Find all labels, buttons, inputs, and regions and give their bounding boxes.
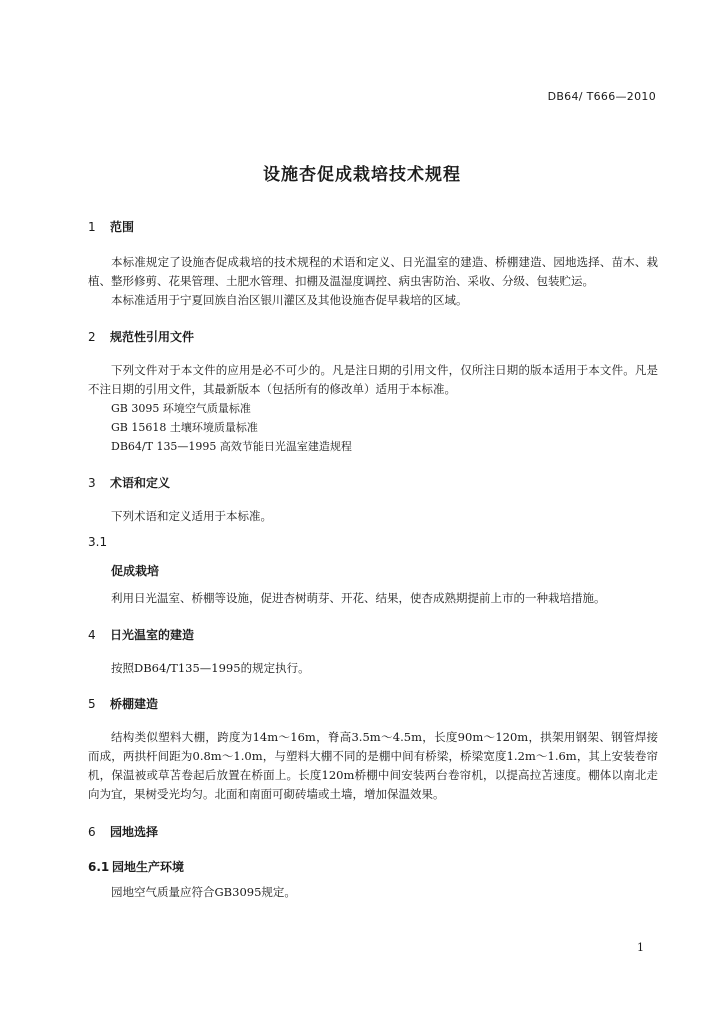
- section-1-paragraph-1: 本标准规定了设施杏促成栽培的技术规程的术语和定义、日光温室的建造、桥棚建造、园地选择、苗木、栽植、整形修剪、花果管理、土肥水管理、扣棚及温湿度调控、病虫害防治、采收、分级、包装贮运。: [88, 255, 658, 288]
- section-heading-6: 6 园地选择: [88, 825, 159, 839]
- document-title: 设施杏促成栽培技术规程: [263, 165, 461, 185]
- section-heading-4: 4 日光温室的建造: [88, 628, 195, 642]
- document-body: [88, 218, 658, 902]
- reference-item: DB64/T 135—1995 高效节能日光温室建造规程: [111, 440, 352, 453]
- section-heading-1: 1 范围: [88, 220, 135, 234]
- section-3-paragraph-1: 下列术语和定义适用于本标准。: [111, 509, 272, 523]
- term-definition: 利用日光温室、桥棚等设施，促进杏树萌芽、开花、结果，使杏成熟期提前上市的一种栽培措施。: [111, 591, 606, 605]
- standard-code: DB64/ T666—2010: [547, 90, 656, 103]
- reference-item: GB 3095 环境空气质量标准: [111, 402, 251, 415]
- section-5-paragraph-1: 结构类似塑料大棚，跨度为14m～16m，脊高3.5m～4.5m，长度90m～120m，拱架用钢架、钢管焊接而成，两拱杆间距为0.8m～1.0m，与塑料大棚不同的是棚中间有桥梁，桥梁宽度1.2m～1.6m，其上安装卷帘机，保温被或草苫卷起后放置在桥面上。长度120m桥棚中间安装两台卷帘机，以提高拉苫速度。棚体以南北走向为宜，果树受光均匀。北面和南面可砌砖墙或土墙，增加保温效果。: [88, 730, 658, 801]
- subsection-heading-6-1: 6.1 园地生产环境: [88, 860, 185, 874]
- section-1-paragraph-2: 本标准适用于宁夏回族自治区银川灌区及其他设施杏促早栽培的区域。: [111, 293, 468, 307]
- reference-item: GB 15618 土壤环境质量标准: [111, 421, 258, 434]
- page-number: 1: [637, 941, 644, 954]
- term-name: 促成栽培: [111, 564, 160, 578]
- section-heading-2: 2 规范性引用文件: [88, 330, 195, 344]
- section-2-paragraph-1: 下列文件对于本文件的应用是必不可少的。凡是注日期的引用文件，仅所注日期的版本适用于本文件。凡是不注日期的引用文件，其最新版本（包括所有的修改单）适用于本标准。: [88, 363, 658, 396]
- section-6-1-paragraph-1: 园地空气质量应符合GB3095规定。: [111, 885, 296, 899]
- section-heading-3: 3 术语和定义: [88, 476, 171, 490]
- subsection-number: 3.1: [88, 535, 108, 549]
- section-heading-5: 5 桥棚建造: [88, 697, 159, 711]
- section-4-paragraph-1: 按照DB64/T135—1995的规定执行。: [111, 661, 310, 675]
